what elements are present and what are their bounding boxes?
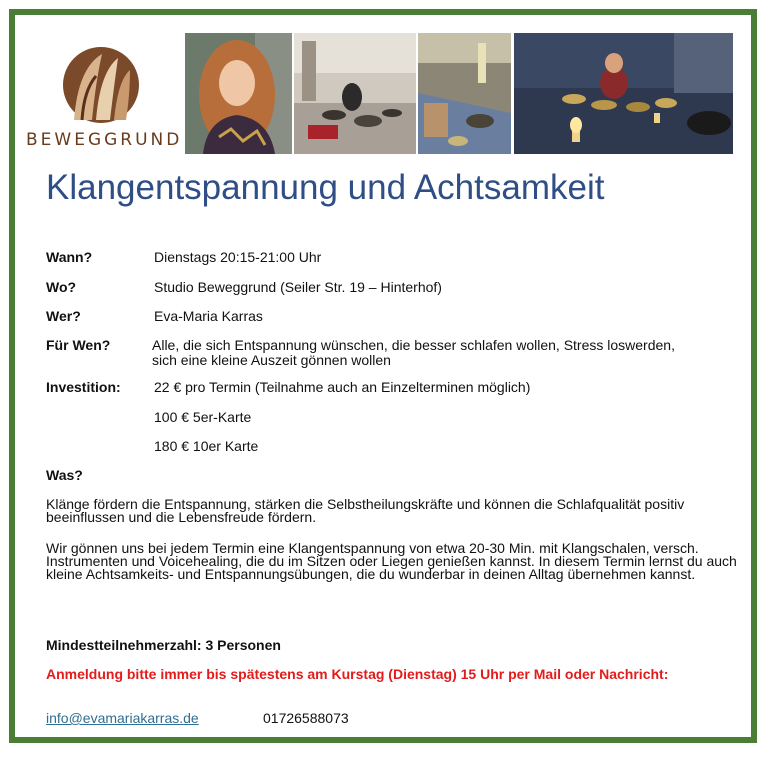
- was-heading: Was?: [46, 467, 83, 483]
- value-wo: Studio Beweggrund (Seiler Str. 19 – Hinterhof): [154, 279, 442, 295]
- altar-photo: [418, 33, 511, 154]
- portrait-photo: [185, 33, 292, 154]
- label-wer: Wer?: [46, 308, 81, 324]
- page-title: Klangentspannung und Achtsamkeit: [46, 168, 605, 207]
- candle-bowls-photo: [514, 33, 733, 154]
- email-link[interactable]: info@evamariakarras.de: [46, 710, 199, 726]
- was-paragraph-1: Klänge fördern die Entspannung, stärken die Selbstheilungskräfte und können die Schlafqualität positiv beeinflussen und die Lebensfreude fördern.: [46, 496, 685, 525]
- label-investition: Investition:: [46, 379, 121, 395]
- logo-mark-icon: [26, 40, 176, 130]
- phone-number: 01726588073: [263, 710, 349, 726]
- label-wo: Wo?: [46, 279, 77, 295]
- singing-bowls-photo: [294, 33, 416, 154]
- was-paragraph-2: Wir gönnen uns bei jedem Termin eine Klangentspannung von etwa 20-30 Min. mit Klangschalen, versch. Instrumenten und Voicehealing, die du im Sitzen oder Liegen genießen kannst. In diesem Termin lernst du auch kleine Achtsamkeits- und Entspannungsübungen, die du wunderbar in deinen Alltag übernehmen kannst.: [46, 540, 737, 582]
- value-investition-5er: 100 € 5er-Karte: [154, 409, 252, 425]
- value-wer: Eva-Maria Karras: [154, 308, 263, 324]
- value-wann: Dienstags 20:15-21:00 Uhr: [154, 249, 322, 265]
- value-fuer-wen: Alle, die sich Entspannung wünschen, die besser schlafen wollen, Stress loswerden, sich eine kleine Auszeit gönnen wollen: [152, 337, 675, 368]
- value-investition-10er: 180 € 10er Karte: [154, 438, 259, 454]
- logo-text: BEWEGGRUND: [26, 130, 183, 150]
- registration-note: Anmeldung bitte immer bis spätestens am Kurstag (Dienstag) 15 Uhr per Mail oder Nachricht:: [46, 666, 669, 682]
- label-fuer-wen: Für Wen?: [46, 337, 111, 353]
- min-participants: Mindestteilnehmerzahl: 3 Personen: [46, 637, 281, 653]
- beweggrund-logo: [26, 40, 183, 160]
- value-investition-single: 22 € pro Termin (Teilnahme auch an Einzelterminen möglich): [154, 379, 531, 395]
- label-wann: Wann?: [46, 249, 93, 265]
